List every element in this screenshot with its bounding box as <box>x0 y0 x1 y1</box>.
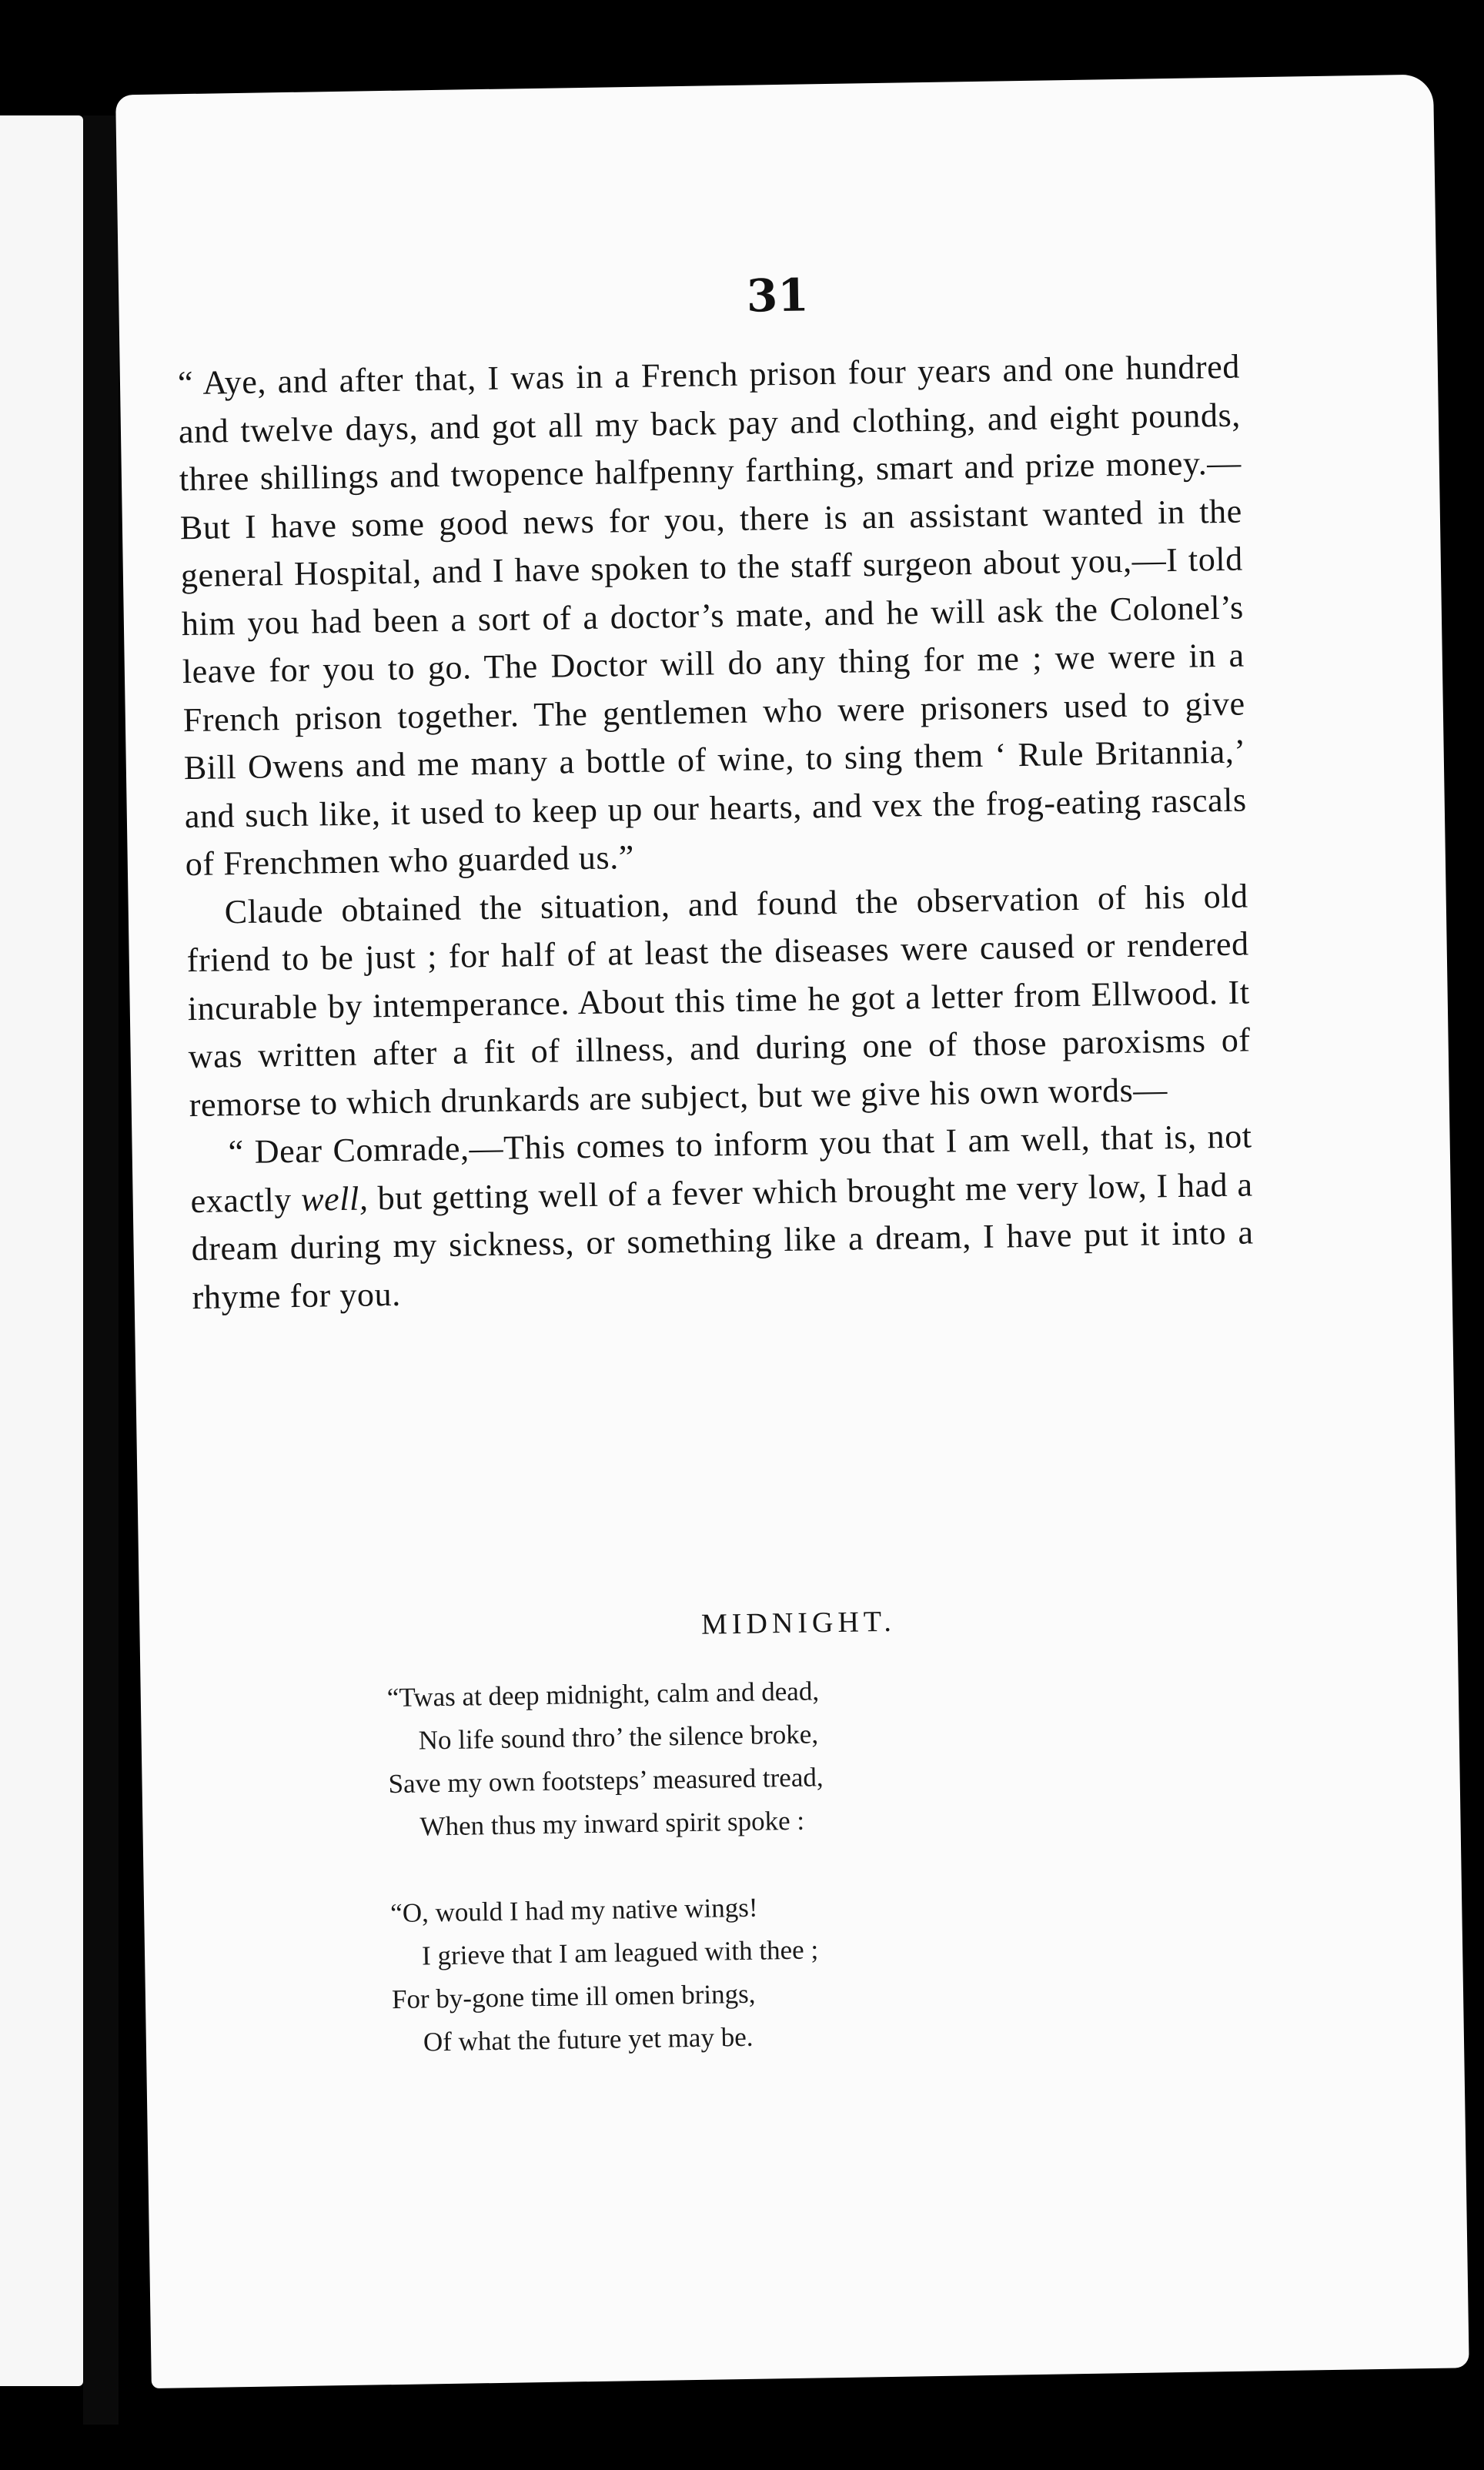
poem-line: For by-gone time ill omen brings, <box>391 1978 756 2015</box>
book-gutter <box>83 115 119 2425</box>
paragraph-letter <box>189 1112 1255 1322</box>
poem-line: “O, would I had my native wings! <box>389 1892 758 1929</box>
paragraph-dialogue: “ Aye, and after that, I was in a French prison four years and one hundred and twelve days, and got all my back pay and clothing, and eight pounds, three shillings and twopence halfpenny farthing, smart and prize money.— But I have some good news for you, there is an assistant wanted in the general Hospital, and I have spoken to the staff surgeon about you,—I told him you had been a sort of a doctor’s mate, and he will ask the Colonel’s leave for you to go. The Doctor will do any thing for me ; we were in a French prison together. The gentlemen who were prisoners used to give Bill Owens and me many a bottle of wine, to sing them ‘ Rule Britannia,’ and such like, it used to keep up our hearts, and vex the frog-eating rascals of Frenchmen who guarded us.” <box>177 347 1248 884</box>
poem-line: “Twas at deep midnight, calm and dead, <box>386 1676 820 1713</box>
page-number: 31 <box>746 269 810 323</box>
letter-emphasis: well, <box>300 1178 369 1218</box>
facing-page-edge <box>0 115 83 2386</box>
stanza <box>390 1881 1085 2064</box>
letter-text-start: “ Dear Comrade,—This comes to inform you that I am well, that is, not exactly <box>190 1117 1252 1220</box>
stanza <box>386 1666 1081 1849</box>
poem-title: MIDNIGHT. <box>700 1605 897 1641</box>
book-page <box>115 75 1469 2389</box>
poem <box>386 1666 1086 2107</box>
body-text <box>178 343 1255 1322</box>
poem-line: Save my own footsteps’ measured tread, <box>388 1762 824 1800</box>
poem-line: No life sound thro’ the silence broke, <box>418 1719 819 1756</box>
paragraph-narration: Claude obtained the situation, and found the observation of his old friend to be just ; for half of at least the diseases were caused or rendered incurable by intemperance. About this time he got a letter from Ellwood. It was written after a fit of illness, and during one of those paroxisms of remorse to which drunkards are subject, but we give his own words— <box>186 876 1251 1124</box>
poem-line: Of what the future yet may be. <box>423 2021 754 2057</box>
poem-line: When thus my inward spirit spoke : <box>419 1805 805 1842</box>
poem-line: I grieve that I am leagued with thee ; <box>421 1934 819 1971</box>
letter-text-end: but getting well of a fever which brought me very low, I had a dream during my sickness, or something like a dream, I have put it into a rhyme for you. <box>191 1165 1254 1316</box>
